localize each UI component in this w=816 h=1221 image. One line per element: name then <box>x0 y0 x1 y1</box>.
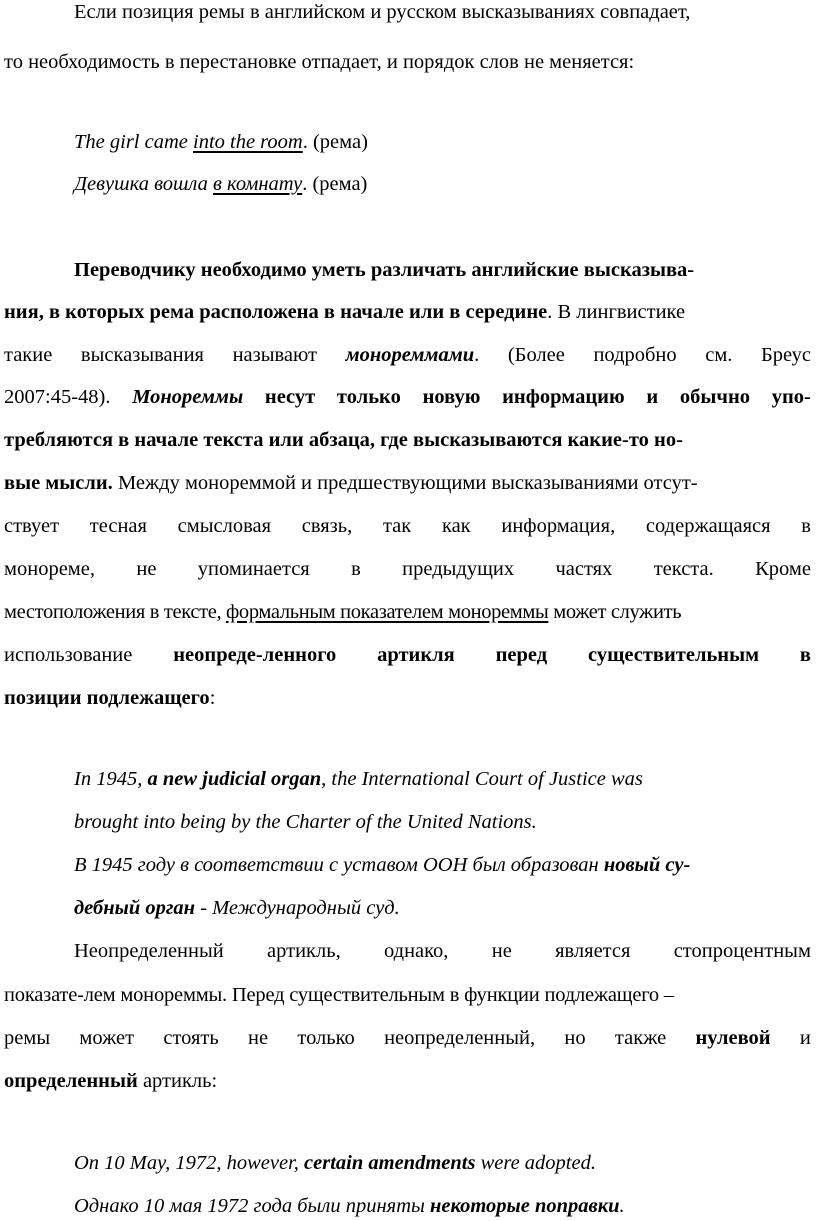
text: , the International Court of Justice was <box>321 768 643 790</box>
example-1-ru-before: Девушка вошла <box>74 173 213 195</box>
paragraph-1-line-1: Если позиция ремы в английском и русском высказываниях совпадает, <box>74 1 691 23</box>
paragraph-2-line-6-bold: вые мысли. <box>4 472 113 494</box>
paragraph-2-line-2-rest: . В лингвистике <box>547 301 686 323</box>
term-monoreme-text: монореммами <box>345 344 475 366</box>
word: тесная <box>89 515 147 537</box>
example-2-line-2: brought into being by the Charter of the United Nations. <box>74 811 537 833</box>
word: ремы <box>4 1027 51 1049</box>
paragraph-2-line-7 <box>4 514 811 538</box>
example-2-line-3 <box>74 853 811 877</box>
word: в <box>799 644 811 666</box>
citation: 2007:45-48). <box>4 386 111 408</box>
word: новую <box>422 386 481 408</box>
paragraph-2-line-11 <box>4 686 811 710</box>
word: только <box>297 1027 355 1049</box>
word: артикль, <box>267 940 341 962</box>
paragraph-2-line-6 <box>4 471 811 495</box>
word: перед <box>495 644 548 666</box>
paragraph-2-line-9 <box>4 600 811 624</box>
word: информация, <box>501 515 616 537</box>
word: так <box>382 515 412 537</box>
example-3-ru-rheme: некоторые поправки <box>430 1195 620 1217</box>
word: (Более <box>507 344 565 366</box>
word: Бреус <box>761 344 811 366</box>
example-1-en-after: . (рема) <box>302 131 368 153</box>
subject-position: позиции подлежащего <box>4 687 210 709</box>
example-1-english <box>74 130 811 154</box>
example-1-en-before: The girl came <box>74 131 193 153</box>
word: только <box>336 386 401 408</box>
word: использование <box>4 644 133 666</box>
word: обычно <box>679 386 751 408</box>
word: неопределенный, <box>384 1027 536 1049</box>
example-2-line-1 <box>74 767 811 791</box>
text: артикль: <box>137 1070 218 1092</box>
word: упоминается <box>197 558 310 580</box>
word: см. <box>705 344 733 366</box>
zero-article: нулевой <box>695 1027 771 1049</box>
paragraph-2-line-6-rest: Между монореммой и предшествующими высказываниями отсут- <box>112 472 698 494</box>
paragraph-3-line-1 <box>74 939 811 963</box>
punct: . <box>474 344 480 366</box>
paragraph-2-line-1: Переводчику необходимо уметь различать английские высказыва- <box>74 259 695 281</box>
word: может <box>79 1027 135 1049</box>
paragraph-3-line-4 <box>4 1069 811 1093</box>
word: Неопределенный <box>74 940 224 962</box>
word: в <box>801 515 811 537</box>
term-monoreme <box>346 343 480 367</box>
word: ствует <box>4 515 60 537</box>
example-2-en-rheme: a new judicial organ <box>147 768 322 790</box>
punct: : <box>209 687 216 709</box>
paragraph-3-line-3 <box>4 1026 811 1050</box>
word: называют <box>232 344 318 366</box>
word: монореме, <box>4 558 95 580</box>
text: В 1945 году в соответствии с уставом ООН был образован <box>74 854 604 876</box>
text: может служить <box>548 601 682 623</box>
word: несут <box>264 386 316 408</box>
word: частях <box>555 558 613 580</box>
text: On 10 May, 1972, however, <box>74 1152 305 1174</box>
word: Монореммы <box>132 386 244 408</box>
word: Кроме <box>755 558 811 580</box>
paragraph-2-line-4 <box>4 385 811 409</box>
paragraph-2-line-3 <box>4 343 811 367</box>
word: информацию <box>502 386 625 408</box>
example-1-russian <box>74 172 811 196</box>
paragraph-2-line-2-bold: ния, в которых рема расположена в начале или в середине <box>4 301 548 323</box>
word: связь, <box>301 515 353 537</box>
example-3-russian <box>74 1194 811 1218</box>
text: Однако 10 мая 1972 года были приняты <box>74 1195 431 1217</box>
word: содержащаяся <box>645 515 771 537</box>
word: как <box>441 515 471 537</box>
paragraph-3-line-2: показате-лем монореммы. Перед существительным в функции подлежащего – <box>4 984 674 1006</box>
example-2-ru-rheme-cont: дебный орган <box>74 897 196 919</box>
word: также <box>614 1027 667 1049</box>
word: высказывания <box>80 344 204 366</box>
word: подробно <box>593 344 677 366</box>
example-2-line-4 <box>74 896 811 920</box>
example-2-ru-rheme: новый су- <box>603 854 691 876</box>
definite-article: определенный <box>4 1070 138 1092</box>
paragraph-2-line-2 <box>4 300 811 324</box>
word: не <box>136 558 157 580</box>
word: но <box>564 1027 586 1049</box>
word: существительным <box>587 644 760 666</box>
paragraph-2-line-10 <box>4 643 811 667</box>
word: упо- <box>771 386 811 408</box>
word: стоять <box>163 1027 219 1049</box>
word: является <box>555 940 631 962</box>
punct: . <box>619 1195 625 1217</box>
paragraph-2-line-8 <box>4 557 811 581</box>
word: в <box>351 558 361 580</box>
text: In 1945, <box>74 768 148 790</box>
text: were adopted. <box>475 1152 596 1174</box>
paragraph-1-line-2: то необходимость в перестановке отпадает, и порядок слов не меняется: <box>4 51 635 73</box>
example-3-en-rheme: certain amendments <box>304 1152 476 1174</box>
word: однако, <box>383 940 449 962</box>
example-3-english <box>74 1151 811 1175</box>
word: и <box>799 1027 811 1049</box>
word: предыдущих <box>402 558 515 580</box>
word: не <box>491 940 512 962</box>
example-1-ru-rheme: в комнату <box>213 173 303 195</box>
word: такие <box>4 344 53 366</box>
word: и <box>646 386 659 408</box>
paragraph-2-line-5: требляются в начале текста или абзаца, где высказываются какие-то но- <box>4 429 683 451</box>
example-1-en-rheme: into the room <box>193 131 303 153</box>
text: местоположения в тексте, <box>4 601 226 623</box>
word: смысловая <box>177 515 272 537</box>
word: не <box>248 1027 269 1049</box>
text: - Международный суд. <box>195 897 400 919</box>
word: стопроцентным <box>673 940 811 962</box>
monoreme-marker-phrase: формальным показателем монореммы <box>226 601 549 623</box>
word: текста. <box>653 558 714 580</box>
word: артикля <box>377 644 455 666</box>
word: неопреде-ленного <box>173 644 337 666</box>
example-1-ru-after: . (рема) <box>302 173 368 195</box>
